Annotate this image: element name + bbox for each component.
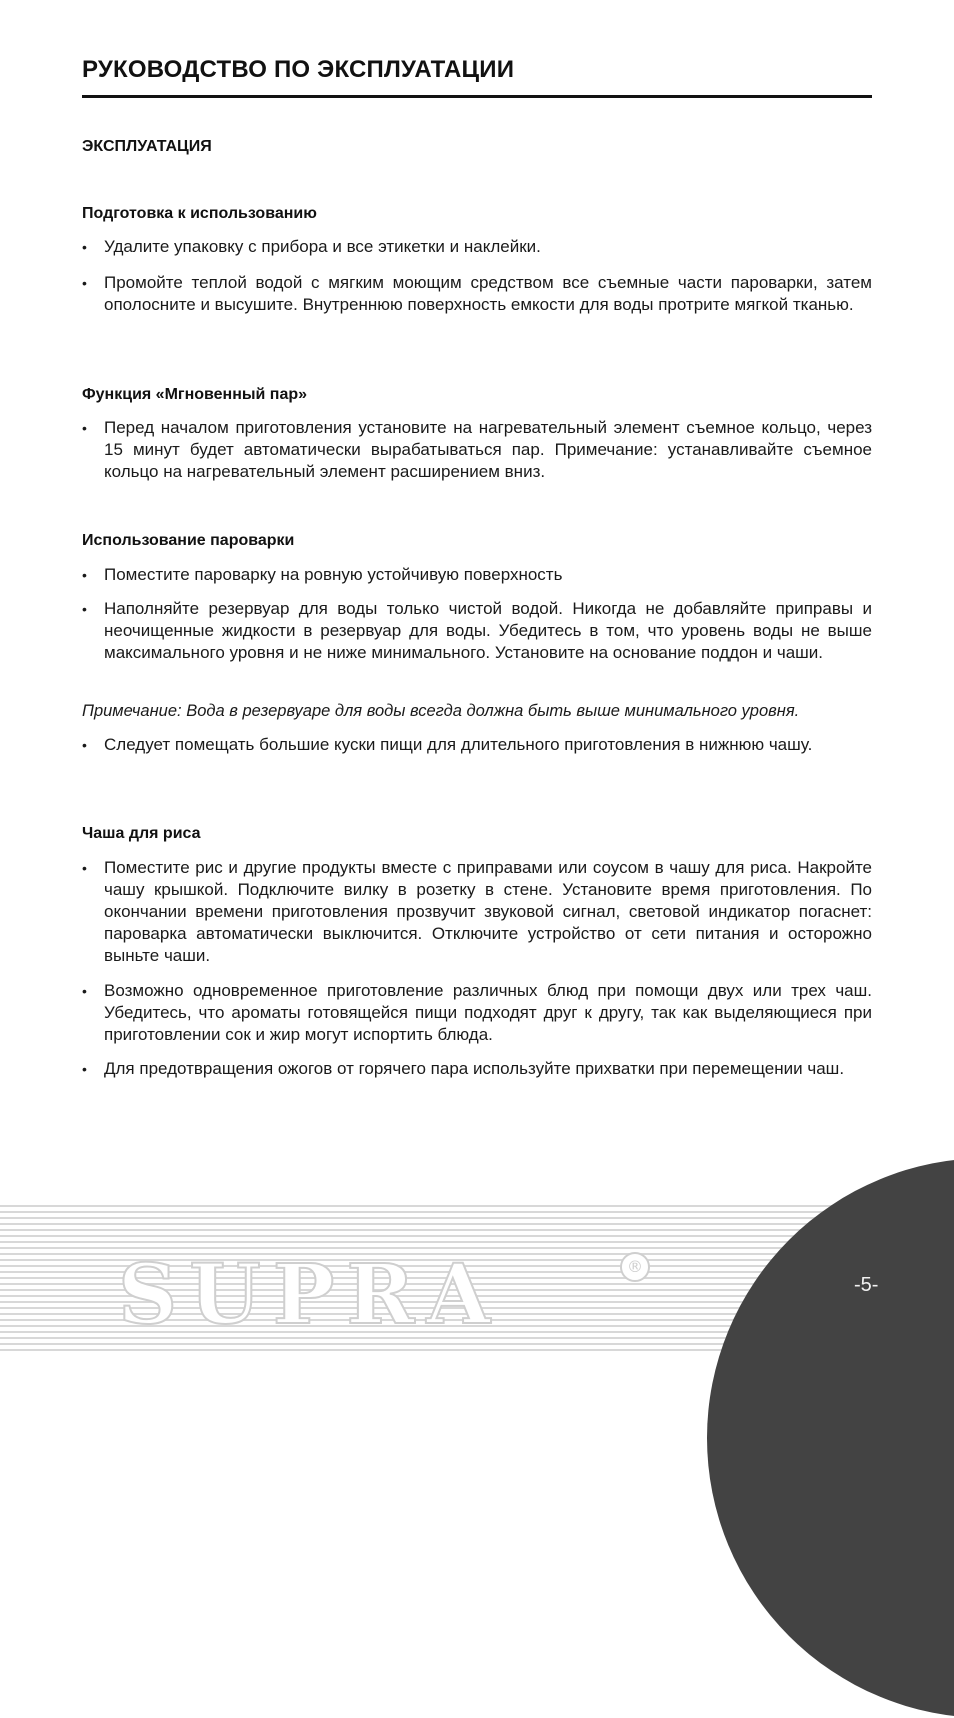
list-item [82,598,872,664]
list-item [82,980,872,1046]
bullet-marker: • [82,601,87,617]
usage-note: Примечание: Вода в резервуаре для воды всегда должна быть выше минимального уровня. [82,702,800,720]
bullet-marker: • [82,737,87,753]
list-item [82,734,872,756]
list-item [82,1058,872,1080]
section-title: ЭКСПЛУАТАЦИЯ [82,138,212,155]
list-item [82,564,872,586]
list-item [82,272,872,316]
list-item [82,236,872,258]
list-item-text: Промойте теплой водой с мягким моющим средством все съемные части пароварки, затем ополосните и высушите. Внутреннюю поверхность емкости для воды протрите мягкой тканью. [104,273,872,314]
bullet-marker: • [82,420,87,436]
subsection-title-preparation: Подготовка к использованию [82,205,317,222]
subsection-title-usage: Использование пароварки [82,532,295,549]
bullet-marker: • [82,239,87,255]
page-number: -5- [854,1274,879,1296]
list-item-text: Поместите пароварку на ровную устойчивую поверхность [104,565,563,584]
bullet-marker: • [82,983,87,999]
bullet-marker: • [82,567,87,583]
list-item-text: Наполняйте резервуар для воды только чистой водой. Никогда не добавляйте приправы и неочищенные жидкости в резервуар для воды. Убедитесь в том, что уровень воды не выше максимального уровня и не ниже минимального. Установите на основание поддон и чаши. [104,599,872,662]
list-item [82,417,872,483]
list-item-text: Поместите рис и другие продукты вместе с приправами или соусом в чашу для риса. Накройте чашу крышкой. Подключите вилку в розетку в стене. Установите время приготовления. По окончании времени приготовления прозвучит звуковой сигнал, световой индикатор погаснет: пароварка автоматически выключится. Отключите устройство от сети питания и осторожно выньте чаши. [104,858,872,965]
brand-logo: SUPRA [118,1247,503,1343]
page-header [82,52,872,88]
list-item-text: Перед началом приготовления установите на нагревательный элемент съемное кольцо, через 15 минут будет автоматически вырабатываться пар. Примечание: устанавливайте съемное кольцо на нагревательный элемент расширением вниз. [104,418,872,481]
list-item-text: Для предотвращения ожогов от горячего пара используйте прихватки при перемещении чаш. [104,1059,845,1078]
bullet-marker: • [82,275,87,291]
header-rule [82,95,872,98]
bullet-marker: • [82,860,87,876]
subsection-title-rice-bowl: Чаша для риса [82,825,201,842]
list-item-text: Удалите упаковку с прибора и все этикетки и наклейки. [104,237,541,256]
page-title: РУКОВОДСТВО ПО ЭКСПЛУАТАЦИИ [82,56,515,83]
subsection-title-instant-steam: Функция «Мгновенный пар» [82,386,308,403]
list-item-text: Возможно одновременное приготовление различных блюд при помощи двух или трех чаш. Убедитесь, что ароматы готовящейся пищи подходят друг к другу, так как выделяющиеся при приготовлении сок и жир могут испортить блюда. [104,981,872,1044]
list-item-text: Следует помещать большие куски пищи для длительного приготовления в нижнюю чашу. [104,735,813,754]
bullet-marker: • [82,1061,87,1077]
registered-mark-icon: ® [620,1252,650,1282]
list-item [82,857,872,967]
